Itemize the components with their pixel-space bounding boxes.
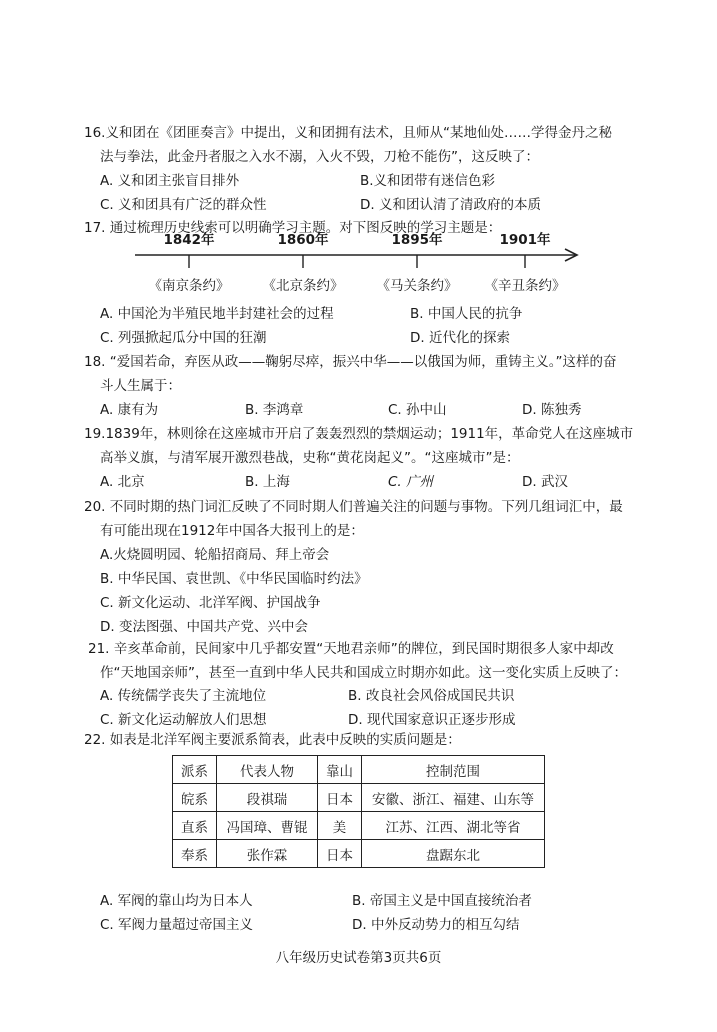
table-cell: 直系 [173,812,217,840]
q22-option-b: B. 帝国主义是中国直接统治者 [352,893,532,909]
q18-stem-line2: 斗人生属于： [100,378,181,394]
table-cell: 张作霖 [217,840,318,868]
warlord-faction-table [172,755,545,868]
q21-stem-line2: 作“天地国亲师”，甚至一直到中华人民共和国成立时期亦如此。这一变化实质上反映了： [100,665,627,681]
table-row [173,812,545,840]
q20-option-a: A.火烧圆明园、轮船招商局、拜上帝会 [100,547,330,563]
q20-option-b: B. 中华民国、袁世凯、《中华民国临时约法》 [100,571,368,587]
q16-option-a: A. 义和团主张盲目排外 [100,173,240,189]
table-cell: 皖系 [173,784,217,812]
table-cell: 盘踞东北 [362,840,545,868]
table-header-territory: 控制范围 [362,756,545,784]
table-cell: 段祺瑞 [217,784,318,812]
q16-option-b: B.义和团带有迷信色彩 [360,173,496,189]
timeline-treaty-maguan: 《马关条约》 [376,278,458,294]
table-cell: 日本 [318,784,362,812]
table-header-leader: 代表人物 [217,756,318,784]
q17-option-c: C. 列强掀起瓜分中国的狂潮 [100,330,267,346]
q19-stem-line2: 高举义旗，与清军展开激烈巷战，史称“黄花岗起义”。“这座城市”是： [100,450,520,466]
timeline-year-1860: 1860年 [277,232,329,248]
q19-option-d: D. 武汉 [522,474,568,490]
q18-option-d: D. 陈独秀 [522,402,582,418]
timeline-year-1842: 1842年 [163,232,215,248]
q20-stem-line2: 有可能出现在1912年中国各大报刊上的是： [100,523,364,539]
q20-option-c: C. 新文化运动、北洋军阀、护国战争 [100,595,321,611]
q18-stem-line1: 18. “爱国若命，弃医从政——鞠躬尽瘁，振兴中华——以俄国为师，重铸主义。”这样的奋 [84,354,617,370]
timeline-treaty-beijing: 《北京条约》 [262,278,344,294]
q21-option-b: B. 改良社会风俗成国民共识 [348,688,515,704]
timeline-treaty-xinchou: 《辛丑条约》 [484,278,566,294]
table-row [173,784,545,812]
page-footer: 八年级历史试卷第3页共6页 [275,950,442,966]
q19-stem-line1: 19.1839年，林则徐在这座城市开启了轰轰烈烈的禁烟运动；1911年，革命党人在这座城市 [84,426,634,442]
timeline-diagram [135,228,585,298]
q22-option-d: D. 中外反动势力的相互勾结 [352,917,520,933]
q18-option-b: B. 李鸿章 [245,402,304,418]
timeline-year-1901: 1901年 [499,232,551,248]
table-header-row [173,756,545,784]
q16-stem-line2: 法与拳法，此金丹者服之入水不溺，入火不毁，刀枪不能伤”，这反映了： [100,149,539,165]
timeline-year-1895: 1895年 [391,232,443,248]
q21-option-a: A. 传统儒学丧失了主流地位 [100,688,267,704]
q16-option-d: D. 义和团认清了清政府的本质 [360,197,541,213]
q21-option-c: C. 新文化运动解放人们思想 [100,712,267,728]
q18-option-a: A. 康有为 [100,402,159,418]
q19-option-a: A. 北京 [100,474,145,490]
table-cell: 江苏、江西、湖北等省 [362,812,545,840]
q16-stem-line1: 16.义和团在《团匪奏言》中提出，义和团拥有法术，且师从“某地仙处……学得金丹之秘 [84,125,612,141]
table-cell: 日本 [318,840,362,868]
q19-option-c: C. 广州 [388,474,434,490]
timeline-treaty-nanjing: 《南京条约》 [148,278,230,294]
q20-option-d: D. 变法图强、中国共产党、兴中会 [100,619,308,635]
table-cell: 冯国璋、曹锟 [217,812,318,840]
q16-option-c: C. 义和团具有广泛的群众性 [100,197,267,213]
q22-stem: 22. 如表是北洋军阀主要派系简表，此表中反映的实质问题是： [84,732,461,748]
q21-option-d: D. 现代国家意识正逐步形成 [348,712,516,728]
q17-stem: 17. 通过梳理历史线索可以明确学习主题。对下图反映的学习主题是： [84,220,502,236]
table-cell: 安徽、浙江、福建、山东等 [362,784,545,812]
q17-option-a: A. 中国沦为半殖民地半封建社会的过程 [100,306,334,322]
table-cell: 美 [318,812,362,840]
q17-option-b: B. 中国人民的抗争 [410,306,523,322]
q20-stem-line1: 20. 不同时期的热门词汇反映了不同时期人们普遍关注的问题与事物。下列几组词汇中，最 [84,499,623,515]
table-header-backer: 靠山 [318,756,362,784]
q19-option-b: B. 上海 [245,474,290,490]
q18-option-c: C. 孙中山 [388,402,447,418]
q22-option-c: C. 军阀力量超过帝国主义 [100,917,254,933]
table-row [173,840,545,868]
q21-stem-line1: 21. 辛亥革命前，民间家中几乎都安置“天地君亲师”的牌位，到民国时期很多人家中却改 [88,641,614,657]
q22-option-a: A. 军阀的靠山均为日本人 [100,893,253,909]
q17-option-d: D. 近代化的探索 [410,330,510,346]
table-header-faction: 派系 [173,756,217,784]
table-cell: 奉系 [173,840,217,868]
